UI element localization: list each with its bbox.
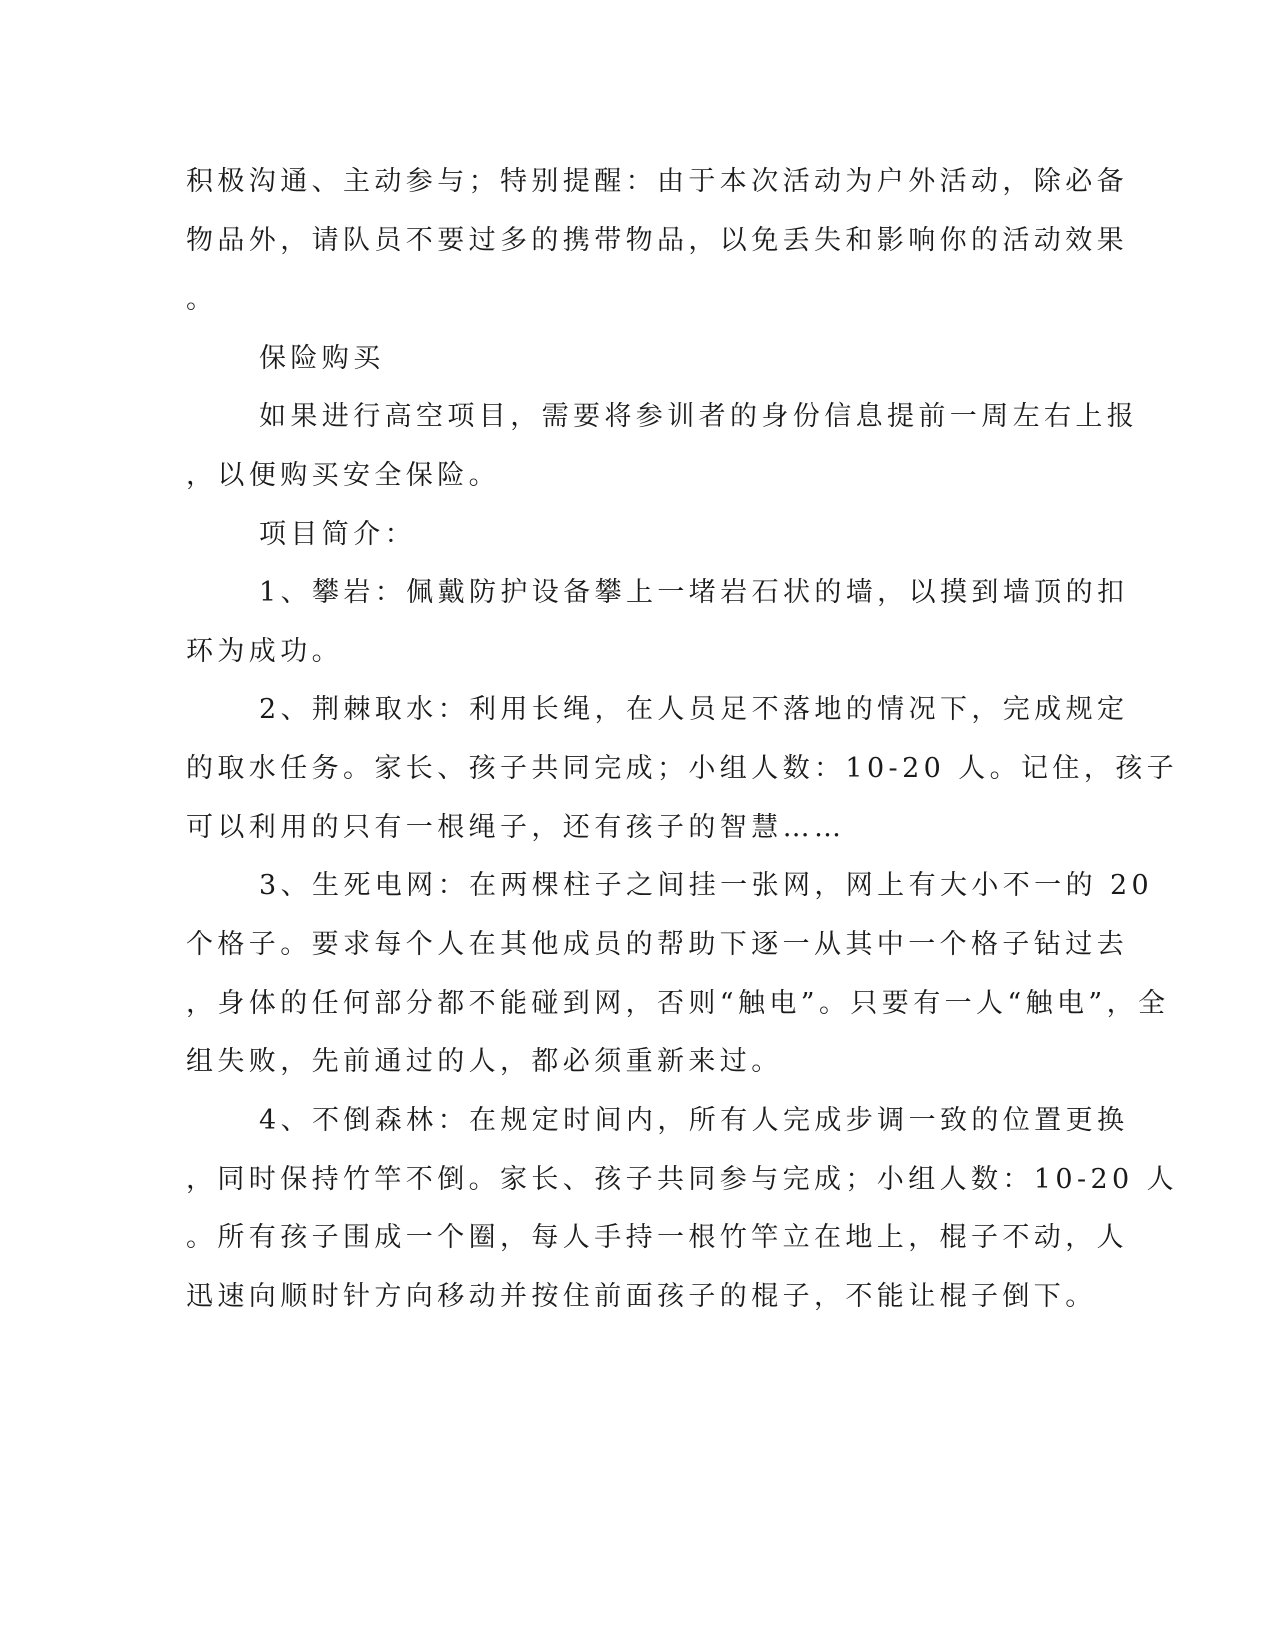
body-text-line: 迅速向顺时针方向移动并按住前面孩子的棍子，不能让棍子倒下。	[186, 1281, 1097, 1312]
list-item-3: 3、生死电网：在两棵柱子之间挂一张网，网上有大小不一的 20	[259, 870, 1154, 901]
body-text-line: ，身体的任何部分都不能碰到网，否则“触电”。只要有一人“触电”，全	[186, 988, 1170, 1019]
body-text-line: ，以便购买安全保险。	[186, 460, 500, 491]
body-text-line: 个格子。要求每个人在其他成员的帮助下逐一从其中一个格子钻过去	[186, 929, 1128, 960]
body-text-line: 如果进行高空项目，需要将参训者的身份信息提前一周左右上报	[259, 401, 1139, 432]
list-item-2: 2、荆棘取水：利用长绳，在人员足不落地的情况下，完成规定	[259, 694, 1129, 725]
body-text-line: 组失败，先前通过的人，都必须重新来过。	[186, 1046, 783, 1077]
body-text-line: 可以利用的只有一根绳子，还有孩子的智慧……	[186, 812, 846, 843]
list-item-1: 1、攀岩：佩戴防护设备攀上一堵岩石状的墙，以摸到墙顶的扣	[259, 577, 1129, 608]
section-heading-insurance: 保险购买	[259, 343, 385, 374]
list-item-4: 4、不倒森林：在规定时间内，所有人完成步调一致的位置更换	[259, 1105, 1129, 1136]
body-text-line: 。所有孩子围成一个圈，每人手持一根竹竿立在地上，棍子不动，人	[186, 1222, 1128, 1253]
body-text-line: 的取水任务。家长、孩子共同完成；小组人数：10-20 人。记住，孩子	[186, 753, 1179, 784]
section-heading-projects: 项目简介：	[259, 519, 416, 550]
body-text-line: 。	[186, 284, 218, 315]
body-text-line: 积极沟通、主动参与；特别提醒：由于本次活动为户外活动，除必备	[186, 166, 1128, 197]
body-text-line: 物品外，请队员不要过多的携带物品，以免丢失和影响你的活动效果	[186, 225, 1128, 256]
body-text-line: 环为成功。	[186, 636, 343, 667]
body-text-line: ，同时保持竹竿不倒。家长、孩子共同参与完成；小组人数：10-20 人	[186, 1164, 1179, 1195]
